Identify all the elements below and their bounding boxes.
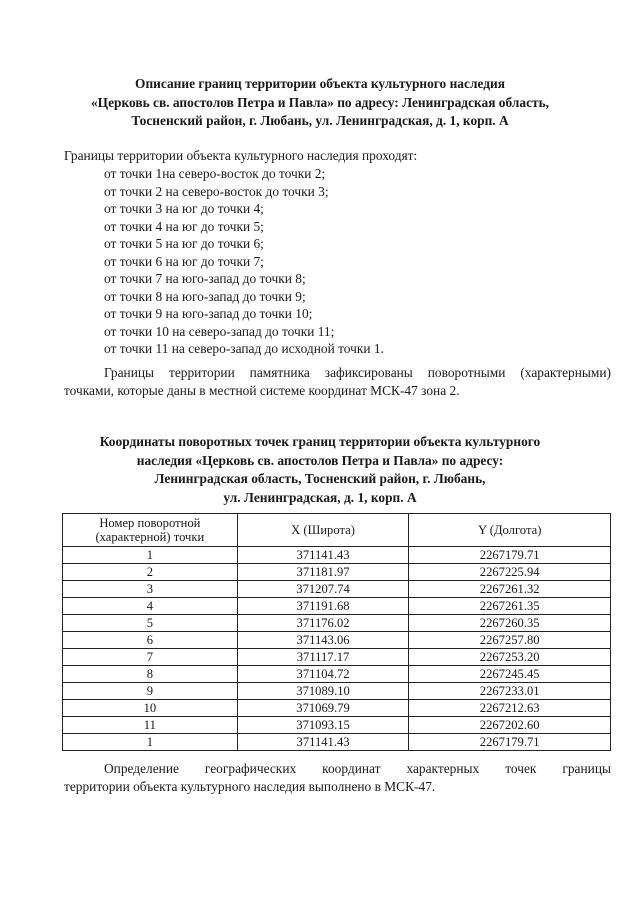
boundary-segment-item: от точки 6 на юг до точки 7; — [104, 253, 264, 269]
cell-y-coordinate: 2267253.20 — [409, 649, 611, 666]
cell-point-number: 9 — [63, 683, 238, 700]
table-row — [63, 615, 611, 632]
table-row — [63, 683, 611, 700]
cell-y-coordinate: 2267261.32 — [409, 581, 611, 598]
cell-x-coordinate: 371176.02 — [237, 615, 409, 632]
cell-y-coordinate: 2267225.94 — [409, 564, 611, 581]
paragraph-line: точками, которые даны в местной системе координат МСК-47 зона 2. — [64, 382, 460, 398]
boundary-segment-list — [104, 165, 384, 358]
cell-point-number: 6 — [63, 632, 238, 649]
cell-x-coordinate: 371181.97 — [237, 564, 409, 581]
boundary-segment-item: от точки 10 на северо-запад до точки 11; — [104, 323, 335, 339]
coordinates-table — [62, 513, 611, 751]
table-row — [63, 717, 611, 734]
header-x-latitude: X (Широта) — [237, 514, 409, 547]
boundary-segment-item: от точки 7 на юго-запад до точки 8; — [104, 271, 306, 286]
boundary-segment-item: от точки 9 на юго-запад до точки 10; — [104, 306, 313, 321]
cell-point-number: 2 — [63, 564, 238, 581]
cell-y-coordinate: 2267260.35 — [409, 615, 611, 632]
table-body — [63, 547, 611, 751]
boundary-intro-text: Границы территории объекта культурного наследия проходят: — [64, 148, 418, 163]
table-row — [63, 598, 611, 615]
cell-y-coordinate: 2267202.60 — [409, 717, 611, 734]
cell-x-coordinate: 371117.17 — [237, 649, 409, 666]
table-row — [63, 564, 611, 581]
cell-point-number: 5 — [63, 615, 238, 632]
cell-point-number: 11 — [63, 717, 238, 734]
cell-y-coordinate: 2267233.01 — [409, 683, 611, 700]
boundary-segment-item: от точки 1на северо-восток до точки 2; — [104, 166, 326, 181]
title-line: Тосненский район, г. Любань, ул. Ленинградская, д. 1, корп. А — [131, 113, 509, 128]
cell-y-coordinate: 2267212.63 — [409, 700, 611, 717]
cell-point-number: 1 — [63, 734, 238, 751]
title-line: Описание границ территории объекта культурного наследия — [135, 76, 505, 91]
cell-x-coordinate: 371069.79 — [237, 700, 409, 717]
table-row — [63, 632, 611, 649]
table-row — [63, 547, 611, 564]
table-row — [63, 700, 611, 717]
boundary-segment-item: от точки 4 на юг до точки 5; — [104, 218, 264, 234]
table-row — [63, 666, 611, 683]
cell-x-coordinate: 371191.68 — [237, 598, 409, 615]
boundary-segment-item: от точки 8 на юго-запад до точки 9; — [104, 288, 306, 304]
paragraph-line: Границы территории памятника зафиксированы поворотными (характерными) — [104, 365, 611, 380]
coordinates-table-title — [40, 433, 600, 507]
boundary-description-title — [40, 75, 600, 131]
cell-y-coordinate: 2267179.71 — [409, 734, 611, 751]
paragraph-line: Определение географических координат характерных точек границы — [104, 761, 611, 776]
boundary-segment-item: от точки 11 на северо-запад до исходной точки 1. — [104, 341, 384, 356]
cell-x-coordinate: 371104.72 — [237, 666, 409, 683]
table-row — [63, 581, 611, 598]
table-header-row — [63, 514, 611, 547]
header-point-number — [63, 514, 238, 547]
title-line: «Церковь св. апостолов Петра и Павла» по адресу: Ленинградская область, — [90, 94, 550, 110]
cell-point-number: 4 — [63, 598, 238, 615]
cell-y-coordinate: 2267257.80 — [409, 632, 611, 649]
title-line: наследия «Церковь св. апостолов Петра и Павла» по адресу: — [136, 452, 504, 468]
boundary-segment-item: от точки 3 на юг до точки 4; — [104, 201, 264, 216]
cell-x-coordinate: 371141.43 — [237, 547, 409, 564]
title-line: ул. Ленинградская, д. 1, корп. А — [223, 489, 417, 505]
cell-point-number: 8 — [63, 666, 238, 683]
title-line: Ленинградская область, Тосненский район, г. Любань, — [154, 471, 486, 486]
cell-y-coordinate: 2267245.45 — [409, 666, 611, 683]
header-point-line: Номер поворотной — [99, 516, 201, 530]
cell-x-coordinate: 371143.06 — [237, 632, 409, 649]
header-y-longitude: Y (Долгота) — [409, 514, 611, 547]
cell-x-coordinate: 371089.10 — [237, 683, 409, 700]
coordinate-system-paragraph — [64, 364, 611, 399]
cell-y-coordinate: 2267179.71 — [409, 547, 611, 564]
paragraph-line: территории объекта культурного наследия выполнено в МСК-47. — [64, 778, 436, 794]
table-row — [63, 649, 611, 666]
boundary-segment-item: от точки 2 на северо-восток до точки 3; — [104, 183, 329, 199]
cell-y-coordinate: 2267261.35 — [409, 598, 611, 615]
cell-point-number: 10 — [63, 700, 238, 717]
cell-x-coordinate: 371207.74 — [237, 581, 409, 598]
cell-point-number: 1 — [63, 547, 238, 564]
conclusion-paragraph — [64, 760, 611, 795]
boundary-segment-item: от точки 5 на юг до точки 6; — [104, 236, 264, 251]
cell-point-number: 7 — [63, 649, 238, 666]
header-point-line: (характерной) точки — [95, 530, 205, 544]
cell-point-number: 3 — [63, 581, 238, 598]
title-line: Координаты поворотных точек границ территории объекта культурного — [99, 434, 541, 449]
cell-x-coordinate: 371093.15 — [237, 717, 409, 734]
table-row — [63, 734, 611, 751]
cell-x-coordinate: 371141.43 — [237, 734, 409, 751]
